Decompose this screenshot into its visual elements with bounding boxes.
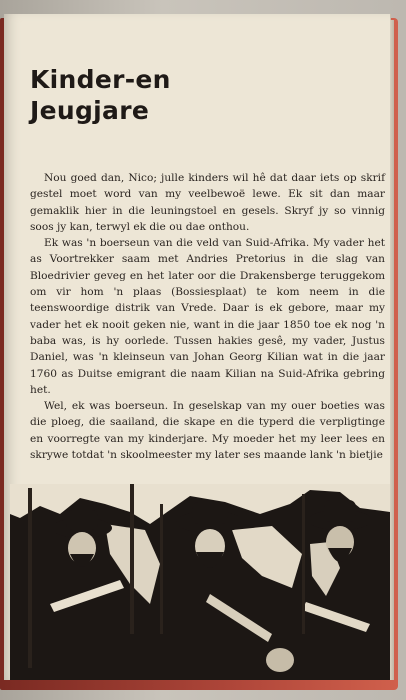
- photo-figures-icon: [10, 484, 390, 680]
- paragraph-1: Nou goed dan, Nico; julle kinders wil hê dat daar iets op skrif gestel moet word van my veelbewoë lewe. Ek sit dan maar gemaklik hier in die leuningstoel en gesels. Skryf jy so vinnig soos jy kan, terwyl ek die ou dae onthou.: [30, 172, 385, 233]
- chapter-title-line-1: Kinder-en: [30, 65, 171, 94]
- paragraph-3: Wel, ek was boerseun. In geselskap van my ouer boeties was die ploeg, die saailand, die skape en die typerd die verpligtinge en voorregte van my kinderjare. My moeder het my leer lees en skrywe totdat 'n skoolmeester my later ses maande lank 'n bietjie: [30, 400, 385, 462]
- chapter-title: [30, 64, 171, 126]
- chapter-title-line-2: Jeugjare: [30, 96, 150, 125]
- paragraph-2: Ek was 'n boerseun van die veld van Suid-Afrika. My vader het as Voortrekker saam met Andries Pretorius in die slag van Bloedrivier geveg en het later oor die Drakensberge teruggekom om vir hom 'n plaas (Bossiesplaat) te kom neem in die teenswoordige distrik van Vrede. Daar is ek gebore, maar my vader het ek nooit geken nie, want in die jaar 1850 toe ek nog 'n baba was, is hy oorlede. Tussen hakies gesê, my vader, Justus Daniel, was 'n kleinseun van Johan Georg Kilian wat in die jaar 1760 as Duitse emigrant die naam Kilian na Suid-Afrika gebring het.: [30, 237, 385, 396]
- book-page: [4, 14, 390, 680]
- page-edge: [390, 20, 394, 680]
- body-text: [30, 170, 385, 463]
